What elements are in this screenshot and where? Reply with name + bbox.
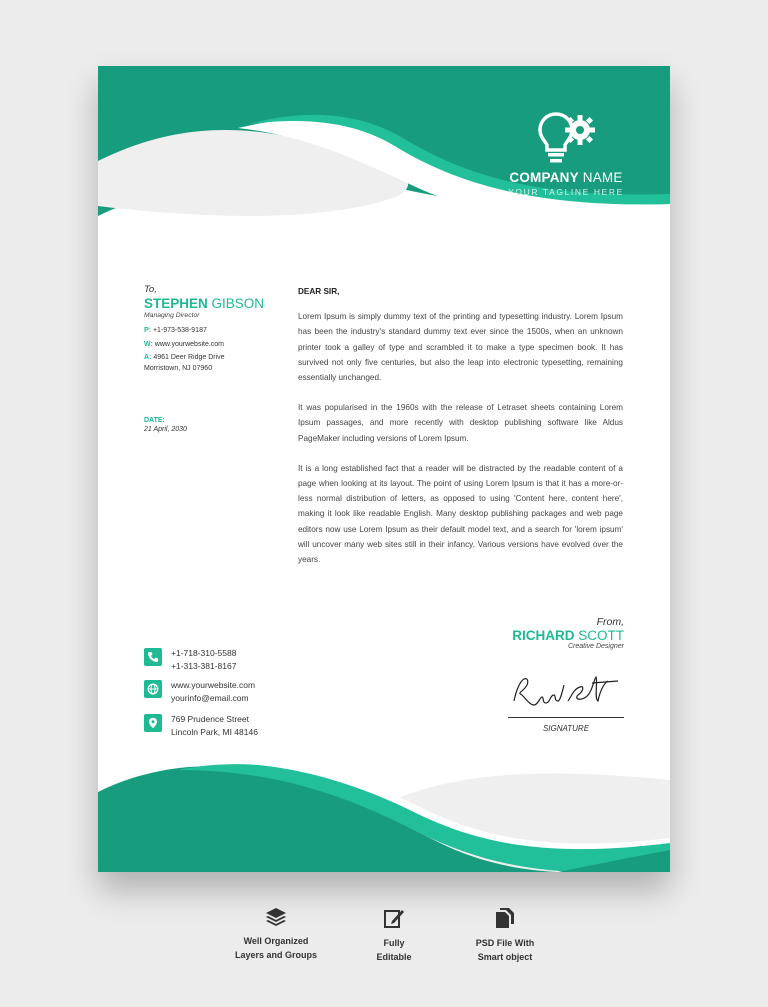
contact-address-text: 769 Prudence Street Lincoln Park, MI 48146 — [171, 714, 258, 737]
location-pin-icon — [144, 714, 162, 732]
signature-line — [508, 717, 624, 718]
from-label: From, — [596, 616, 624, 628]
letter-body — [298, 284, 623, 582]
edit-icon — [383, 907, 405, 929]
sender-title: Creative Designer — [567, 643, 624, 650]
recipient-web: W: www.yourwebsite.com — [144, 340, 225, 348]
recipient-address: A: 4961 Deer Ridge Drive Morristown, NJ 07960 — [144, 354, 225, 372]
contact-phone — [144, 648, 344, 674]
company-tagline: YOUR TAGLINE HERE — [508, 187, 624, 197]
feature-psd: PSD File With Smart object — [460, 907, 550, 964]
phone-icon — [144, 648, 162, 666]
letterhead-sheet — [98, 66, 670, 872]
recipient-block — [144, 284, 284, 374]
company-logo — [496, 110, 636, 197]
layers-icon — [265, 907, 287, 927]
paragraph-1: Lorem Ipsum is simply dummy text of the printing and typesetting industry. Lorem Ipsum has been the industry's standard dummy text ever since the 1500s, when an unknown printer took a galley of type and scrambled it to make a type specimen book. It has survived not only five centuries, but also the leap into electronic typesetting, remaining essentially unchanged. — [298, 312, 623, 383]
paragraph-3: It is a long established fact that a reader will be distracted by the readable content of a page when looking at its layout. The point of using Lorem Ipsum is that it has a more-or-less normal distribution of letters, as opposed to using 'Content here, content here', making it look like readable English. Many desktop publishing packages and web page editors now use Lorem Ipsum as their default model text, and a search for 'lorem ipsum' will uncover many web sites still in their infancy. Various versions have evolved over the years. — [298, 463, 623, 565]
lightbulb-gear-icon — [534, 110, 598, 166]
contact-address — [144, 714, 344, 740]
signature-label: SIGNATURE — [542, 724, 590, 733]
recipient-name: STEPHEN GIBSON — [144, 296, 265, 311]
globe-icon — [144, 680, 162, 698]
to-label: To, — [144, 284, 157, 295]
salutation: DEAR SIR, — [298, 287, 340, 296]
date-value: 21 April, 2030 — [144, 426, 187, 433]
contact-web-text: www.yourwebsite.com yourinfo@email.com — [171, 680, 256, 703]
footer-wave — [98, 752, 670, 872]
date-block — [144, 417, 187, 433]
handwritten-signature — [508, 671, 624, 715]
date-label: DATE: — [144, 417, 165, 424]
file-copy-icon — [494, 907, 516, 929]
feature-layers: Well Organized Layers and Groups — [226, 907, 326, 962]
feature-editable: Fully Editable — [354, 907, 434, 964]
paragraph-2: It was popularised in the 1960s with the release of Letraset sheets containing Lorem Ipsum passages, and more recently with desktop publishing software like Aldus PageMaker including versions of Lorem Ipsum. — [298, 403, 623, 443]
sender-block — [458, 616, 624, 650]
contact-phone-text: +1-718-310-5588 +1-313-381-8167 — [171, 648, 237, 671]
company-name: COMPANY NAME — [509, 170, 623, 185]
contact-web — [144, 680, 344, 706]
recipient-phone: P: +1-973-538-9187 — [144, 327, 207, 334]
sender-name: RICHARD SCOTT — [512, 628, 624, 643]
recipient-title: Managing Director — [144, 312, 200, 319]
